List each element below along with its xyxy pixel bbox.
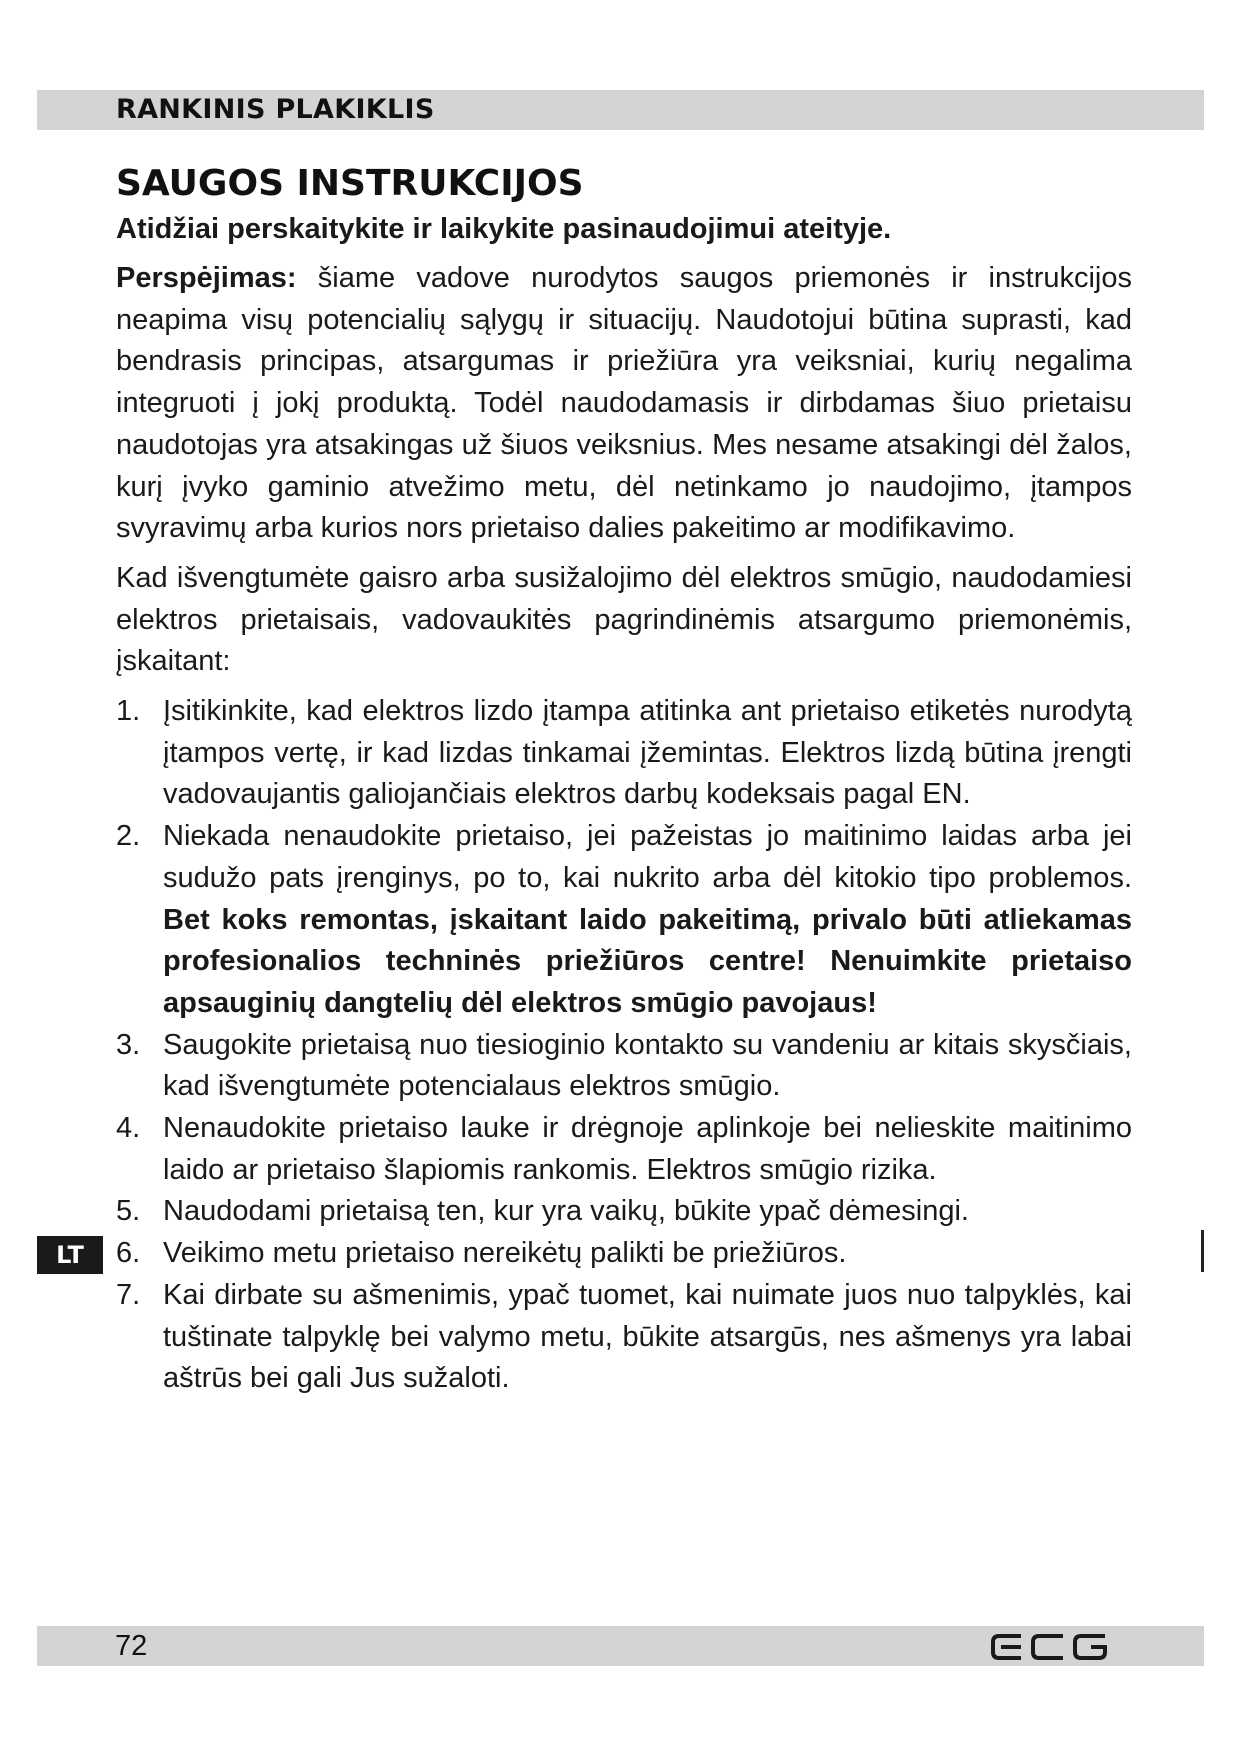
list-item-text: Niekada nenaudokite prietaiso, jei pažeistas jo maitinimo laidas arba jei sudužo pats įrenginys, po to, kai nukrito arba dėl kitokio tipo problemos. bbox=[163, 820, 1132, 894]
warning-text: šiame vadove nurodytos saugos priemonės ir instrukcijos neapima visų potencialių sąlygų ir situacijų. Naudotojui būtina suprasti, kad bendrasis principas, atsargumas ir priežiūra yra veiksniai, kurių negalima integruoti į jokį produktą. Todėl naudodamasis ir dirbdamas šiuo prietaisu naudotojas yra atsakingas už šiuos veiksnius. Mes nesame atsakingi dėl žalos, kurį įvyko gaminio atvežimo metu, dėl netinkamo jo naudojimo, įtampos svyravimų arba kurios nors prietaiso dalies pakeitimo ar modifikavimo. bbox=[116, 262, 1132, 545]
list-item-text: Įsitikinkite, kad elektros lizdo įtampa atitinka ant prietaiso etiketės nurodytą įtampos vertę, ir kad lizdas tinkamai įžemintas. Elektros lizdą būtina įrengti vadovaujantis galiojančiais elektros darbų kodeksais pagal EN. bbox=[163, 695, 1132, 811]
list-item-text: Nenaudokite prietaiso lauke ir drėgnoje aplinkoje bei nelieskite maitinimo laido ar prietaiso šlapiomis rankomis. Elektros smūgio rizika. bbox=[163, 1112, 1132, 1186]
list-item bbox=[116, 1191, 1132, 1233]
ecg-logo bbox=[991, 1634, 1109, 1660]
header-title: RANKINIS PLAKIKLIS bbox=[116, 94, 435, 125]
list-item-text: Veikimo metu prietaiso nereikėtų palikti be priežiūros. bbox=[163, 1237, 847, 1270]
warning-paragraph bbox=[116, 258, 1132, 550]
list-item-bold-text: Bet koks remontas, įskaitant laido pakeitimą, privalo būti atliekamas profesionalios techninės priežiūros centre! Nenuimkite prietaiso apsauginių dangtelių dėl elektros smūgio pavojaus! bbox=[163, 903, 1132, 1019]
list-item-text: Kai dirbate su ašmenimis, ypač tuomet, kai nuimate juos nuo talpyklės, kai tuštinate talpyklę bei valymo metu, būkite atsargūs, nes ašmenys yra labai aštrūs bei gali Jus sužaloti. bbox=[163, 1278, 1132, 1395]
list-item-text: Saugokite prietaisą nuo tiesioginio kontakto su vandeniu ar kitais skysčiais, kad išvengtumėte potencialaus elektros smūgio. bbox=[163, 1028, 1132, 1103]
section-title: SAUGOS INSTRUKCIJOS bbox=[116, 163, 584, 204]
list-item bbox=[116, 1275, 1132, 1400]
main-content bbox=[116, 160, 1132, 1400]
section-subtitle: Atidžiai perskaitykite ir laikykite pasinaudojimui ateityje. bbox=[116, 213, 892, 245]
list-item bbox=[116, 1025, 1132, 1108]
list-item-number: 6. bbox=[116, 1237, 141, 1270]
warning-label: Perspėjimas: bbox=[116, 262, 297, 294]
list-item-number: 3. bbox=[116, 1028, 141, 1061]
list-item bbox=[116, 816, 1132, 1025]
list-item-number: 2. bbox=[116, 820, 141, 853]
language-tag: LT bbox=[37, 1236, 103, 1274]
footer-bar bbox=[37, 1626, 1204, 1666]
list-item bbox=[116, 691, 1132, 816]
list-item-number: 7. bbox=[116, 1278, 141, 1311]
list-item bbox=[116, 1108, 1132, 1191]
safety-list bbox=[116, 691, 1132, 1400]
list-item bbox=[116, 1233, 1132, 1275]
page-edge-mark bbox=[1201, 1230, 1204, 1272]
page-number: 72 bbox=[115, 1630, 148, 1662]
list-item-number: 4. bbox=[116, 1112, 141, 1145]
intro-paragraph: Kad išvengtumėte gaisro arba susižalojimo dėl elektros smūgio, naudodamiesi elektros prietaisais, vadovaukitės pagrindinėmis atsargumo priemonėmis, įskaitant: bbox=[116, 561, 1132, 678]
header-bar bbox=[37, 90, 1204, 130]
list-item-text: Naudodami prietaisą ten, kur yra vaikų, būkite ypač dėmesingi. bbox=[163, 1195, 969, 1228]
list-item-number: 5. bbox=[116, 1195, 141, 1228]
list-item-number: 1. bbox=[116, 695, 141, 728]
